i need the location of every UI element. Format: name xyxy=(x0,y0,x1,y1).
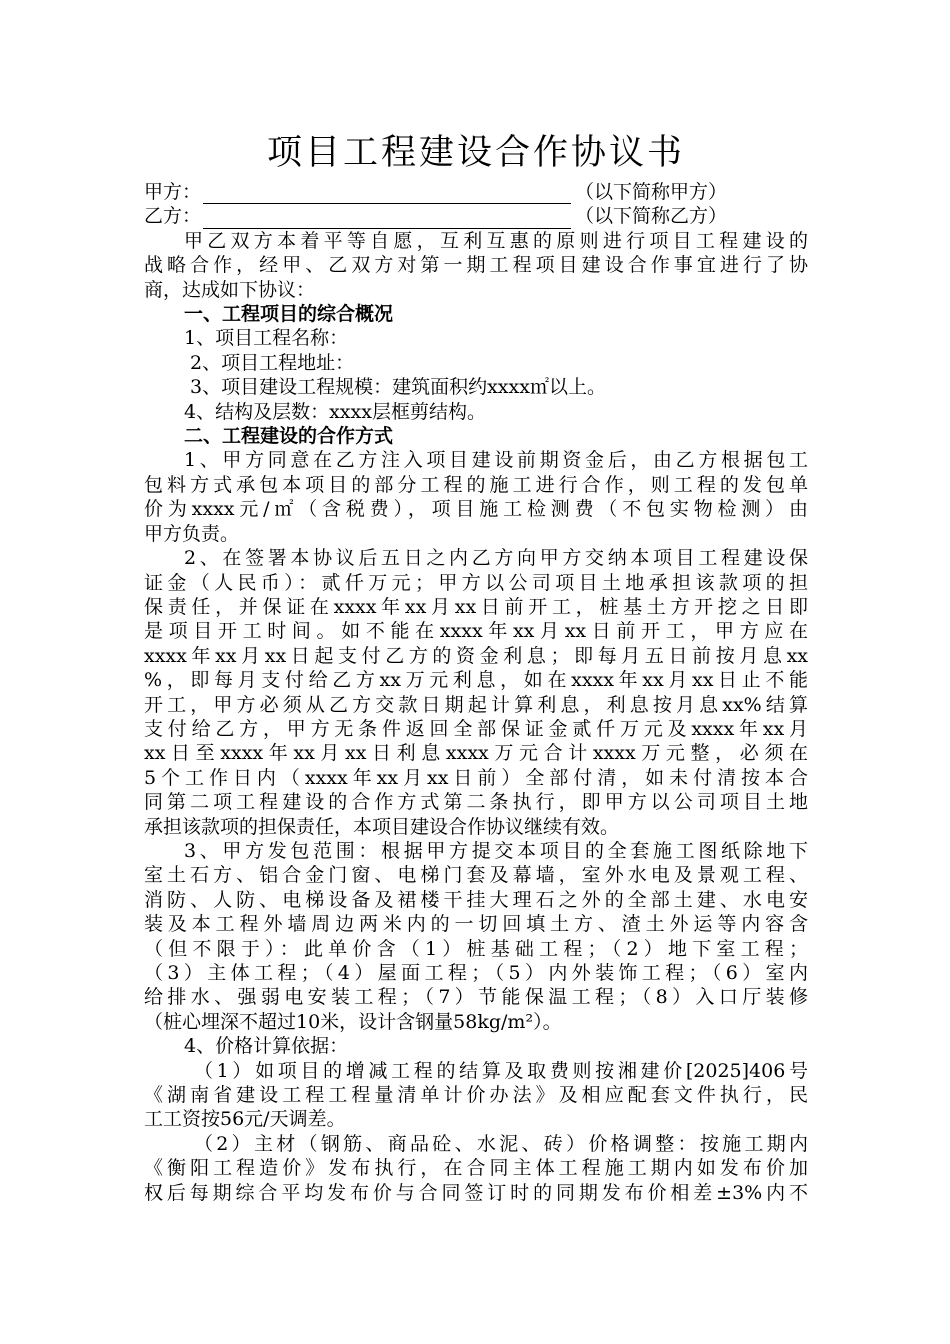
body-line: 权后每期综合平均发布价与合同签订时的同期发布价相差±3%内不 xyxy=(144,1181,808,1204)
body-line: 4、价格计算依据： xyxy=(184,1035,349,1058)
party-a-suffix: （以下简称甲方） xyxy=(575,181,728,203)
party-b-suffix: （以下简称乙方） xyxy=(575,205,728,228)
section-heading: 一、工程项目的综合概况 xyxy=(184,303,394,326)
body-line: 是项目开工时间。如不能在xxxx年xx月xx日前开工，甲方应在 xyxy=(144,620,808,643)
body-line: xx日至xxxx年xx月xx日利息xxxx万元合计xxxx万元整，必须在 xyxy=(144,742,808,765)
body-line: 工工资按56元/天调差。 xyxy=(144,1108,346,1131)
body-line: 《衡阳工程造价》发布执行，在合同主体工程施工期内如发布价加 xyxy=(144,1157,808,1180)
body-line: （1）如项目的增减工程的结算及取费则按湘建价[2025]406号 xyxy=(194,1059,808,1082)
party-a-blank xyxy=(203,184,571,204)
body-line: 价为xxxx元/㎡（含税费），项目施工检测费（不包实物检测）由 xyxy=(144,498,808,521)
body-line: 1、项目工程名称： xyxy=(184,327,349,350)
body-line: 商，达成如下协议： xyxy=(144,278,316,301)
party-b-label: 乙方： xyxy=(144,205,202,228)
body-line: 甲方负责。 xyxy=(144,522,240,545)
body-line: 给排水、强弱电安装工程；（7）节能保温工程；（8）入口厅装修 xyxy=(144,986,808,1009)
body-line: 2、项目工程地址： xyxy=(190,351,355,374)
body-line: %，即每月支付给乙方xx万元利息，如在xxxx年xx月xx日止不能 xyxy=(144,669,808,692)
body-line: 战略合作，经甲、乙双方对第一期工程项目建设合作事宜进行了协 xyxy=(144,254,808,277)
body-line: 保责任，并保证在xxxx年xx月xx日前开工，桩基土方开挖之日即 xyxy=(144,595,808,618)
body-line: 室土石方、铝合金门窗、电梯门套及幕墙，室外水电及景观工程、 xyxy=(144,864,808,887)
body-line: 消防、人防、电梯设备及裙楼干挂大理石之外的全部土建、水电安 xyxy=(144,888,808,911)
body-line: 承担该款项的担保责任，本项目建设合作协议继续有效。 xyxy=(144,815,620,838)
body-line: 5个工作日内（xxxx年xx月xx日前）全部付清，如未付清按本合 xyxy=(144,766,808,789)
document-title: 项目工程建设合作协议书 xyxy=(266,133,685,173)
party-b-line xyxy=(144,204,808,228)
document-page xyxy=(144,128,808,1205)
party-a-line xyxy=(144,180,808,204)
body-line: 2、在签署本协议后五日之内乙方向甲方交纳本项目工程建设保 xyxy=(184,547,808,570)
body-line: 甲乙双方本着平等自愿，互利互惠的原则进行项目工程建设的 xyxy=(184,229,808,252)
body-line: 3、甲方发包范围：根据甲方提交本项目的全套施工图纸除地下 xyxy=(184,839,808,862)
body-line: 4、结构及层数：xxxx层框剪结构。 xyxy=(184,400,486,423)
body-line: （桩心埋深不超过10米，设计含钢量58kg/m²）。 xyxy=(144,1010,562,1033)
body-line: 1、甲方同意在乙方注入项目建设前期资金后，由乙方根据包工 xyxy=(184,449,808,472)
body-line: 证金（人民币）：贰仟万元；甲方以公司项目土地承担该款项的担 xyxy=(144,571,808,594)
body-line: 3、项目建设工程规模：建筑面积约xxxx㎡以上。 xyxy=(190,376,606,399)
body-line: 支付给乙方，甲方无条件返回全部保证金贰仟万元及xxxx年xx月 xyxy=(144,717,808,740)
body-line: 开工，甲方必须从乙方交款日期起计算利息，利息按月息xx%结算 xyxy=(144,693,808,716)
body-line: 装及本工程外墙周边两米内的一切回填土方、渣土外运等内容含 xyxy=(144,913,808,936)
body-line: 同第二项工程建设的合作方式第二条执行，即甲方以公司项目土地 xyxy=(144,791,808,814)
party-b-blank xyxy=(203,209,571,229)
body-line: 《湖南省建设工程工程量清单计价办法》及相应配套文件执行，民 xyxy=(144,1084,808,1107)
section-heading: 二、工程建设的合作方式 xyxy=(184,425,394,448)
body-line: 包料方式承包本项目的部分工程的施工进行合作，则工程的发包单 xyxy=(144,473,808,496)
party-a-label: 甲方： xyxy=(144,181,202,203)
body-line: （2）主材（钢筋、商品砼、水泥、砖）价格调整：按施工期内 xyxy=(194,1132,808,1155)
body-line: （但不限于）：此单价含（1）桩基础工程；（2）地下室工程； xyxy=(144,937,808,960)
body-line: xxxx年xx月xx日起支付乙方的资金利息；即每月五日前按月息xx xyxy=(144,644,808,667)
body-line: （3）主体工程；（4）屋面工程；（5）内外装饰工程；（6）室内 xyxy=(144,962,808,984)
